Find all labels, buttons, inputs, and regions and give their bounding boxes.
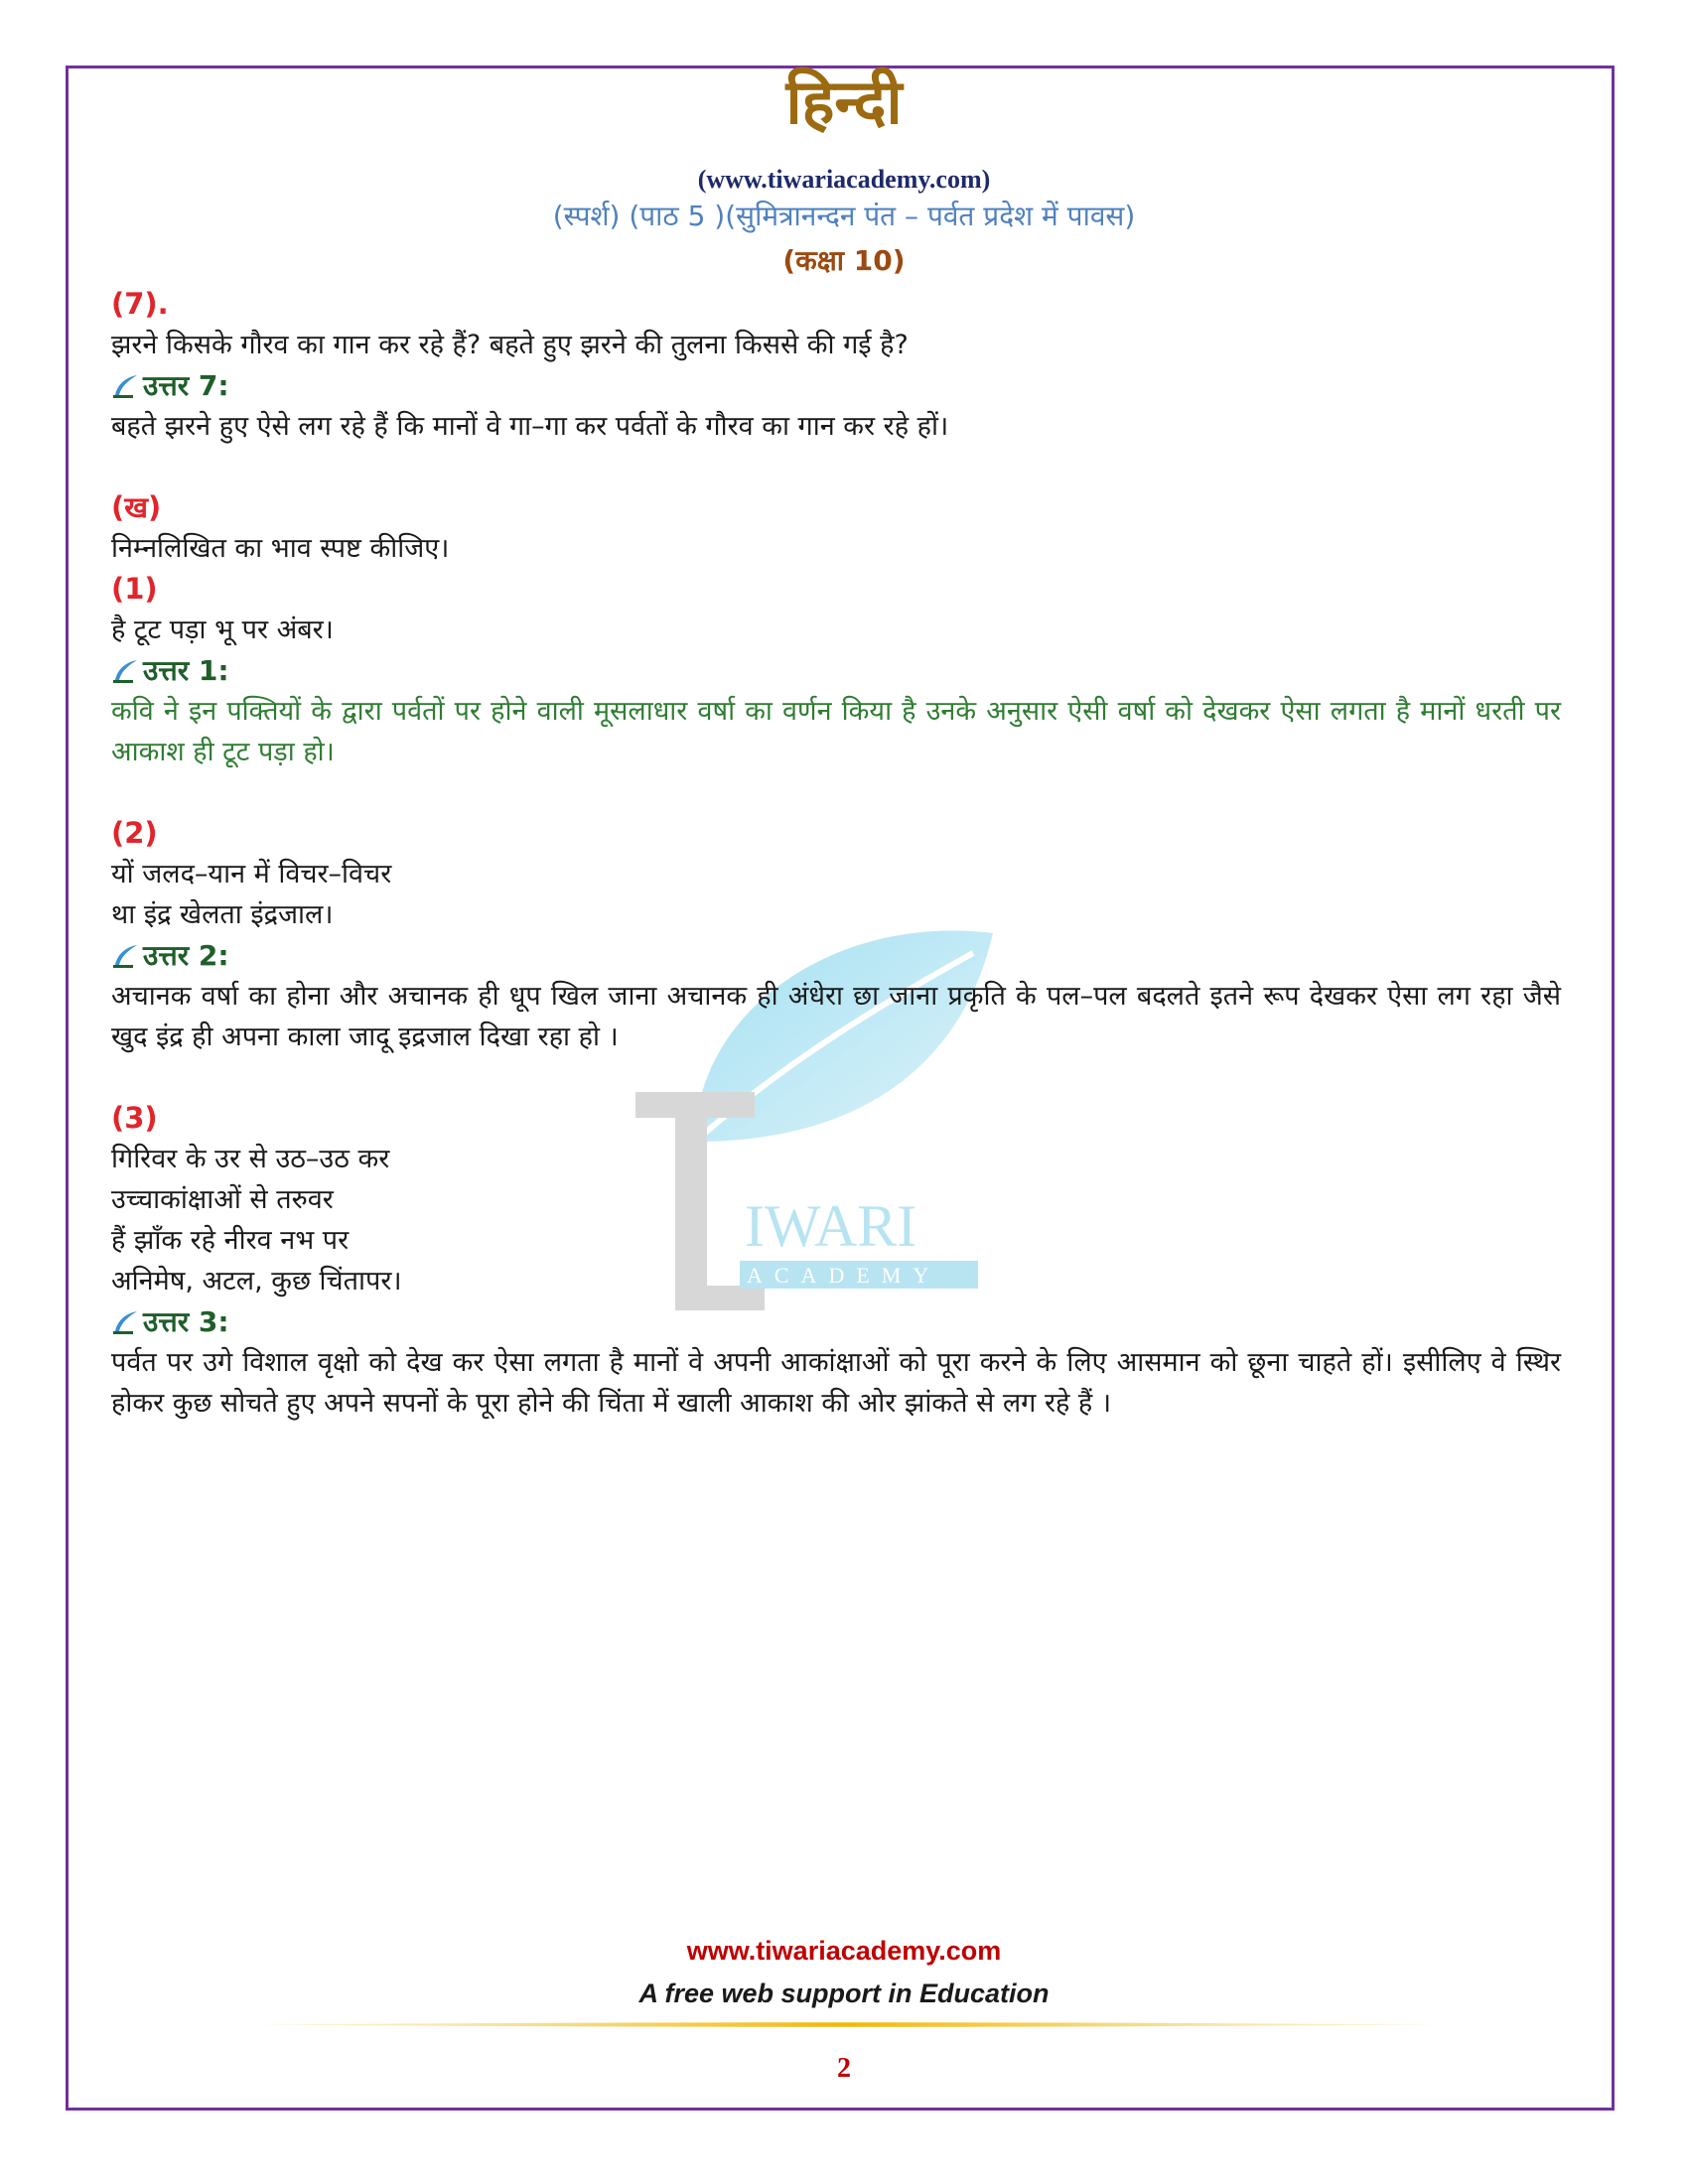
footer-divider xyxy=(248,2021,1440,2028)
q3-line-1: गिरिवर के उर से उठ–उठ कर xyxy=(111,1144,390,1174)
quill-pen-icon xyxy=(111,373,141,399)
q7-question: झरने किसके गौरव का गान कर रहे हैं? बहते हुए झरने की तुलना किससे की गई है? xyxy=(111,330,909,360)
section-kha-label: (ख) xyxy=(111,490,162,524)
footer-website-link[interactable]: www.tiwariacademy.com xyxy=(686,1936,1002,1966)
q3-answer-heading xyxy=(111,1301,1561,1342)
q7-answer-heading xyxy=(111,365,1561,406)
quill-pen-icon xyxy=(111,1309,141,1335)
main-content xyxy=(111,284,1561,1424)
q2-line-2: था इंद्र खेलता इंद्रजाल। xyxy=(111,899,334,930)
q3-line-2: उच्चाकांक्षाओं से तरुवर xyxy=(111,1184,334,1215)
q7-answer: बहते झरने हुए ऐसे लग रहे हैं कि मानों वे गा–गा कर पर्वतों के गौरव का गान कर रहे हों। xyxy=(111,411,949,442)
q3-number: (3) xyxy=(111,1101,158,1135)
q3-answer: पर्वत पर उगे विशाल वृक्षो को देख कर ऐसा लगता है मानों वे अपनी आकांक्षाओं को पूरा करने के लिए आसमान को छूना चाहते हों। इसीलिए वे स्थिर होकर कुछ सोचते हुए अपने सपनों के पूरा होने की चिंता में खाली आकाश की ओर झांकते से लग रहे हैं । xyxy=(111,1347,1561,1419)
watermark-brand: IWARI xyxy=(745,1193,917,1259)
quill-pen-icon xyxy=(111,658,141,684)
q7-answer-label: उत्तर 7: xyxy=(143,369,229,402)
q2-line-1: यों जलद–यान में विचर–विचर xyxy=(111,859,392,889)
q3-line-3: हैं झाँक रहे नीरव नभ पर xyxy=(111,1225,350,1256)
watermark-sub: ACADEMY xyxy=(747,1263,941,1288)
q1-number: (1) xyxy=(111,572,158,606)
q1-answer-label: उत्तर 1: xyxy=(143,654,229,687)
quill-pen-icon xyxy=(111,943,141,969)
q2-number: (2) xyxy=(111,816,158,850)
q7-number: (7). xyxy=(111,287,169,321)
q1-answer-heading xyxy=(111,650,1561,691)
section-kha-instruction: निम्नलिखित का भाव स्पष्ट कीजिए। xyxy=(111,533,450,564)
q1-line: है टूट पड़ा भू पर अंबर। xyxy=(111,614,334,645)
q2-answer-label: उत्तर 2: xyxy=(143,939,229,972)
q2-answer: अचानक वर्षा का होना और अचानक ही धूप खिल जाना अचानक ही अंधेरा छा जाना प्रकृति के पल–पल बदलते इतने रूप देखकर ऐसा लग रहा जैसे खुद इंद्र ही अपना काला जादू इद्रजाल दिखा रहा हो । xyxy=(111,981,1561,1052)
footer-tagline: A free web support in Education xyxy=(638,1979,1050,2008)
q3-answer-label: उत्तर 3: xyxy=(143,1305,229,1338)
page-number: 2 xyxy=(837,2053,851,2084)
grade-label: (कक्षा 10) xyxy=(782,244,906,277)
q2-answer-heading xyxy=(111,935,1561,976)
page-title: हिन्दी xyxy=(785,66,903,138)
header-website[interactable]: (www.tiwariacademy.com) xyxy=(697,165,991,194)
q1-answer: कवि ने इन पक्तियों के द्वारा पर्वतों पर होने वाली मूसलाधार वर्षा का वर्णन किया है उनके अनुसार ऐसी वर्षा को देखकर ऐसा लगता है मानों धरती पर आकाश ही टूट पड़ा हो। xyxy=(111,696,1561,767)
q3-line-4: अनिमेष, अटल, कुछ चिंतापर। xyxy=(111,1266,402,1297)
lesson-title: (स्पर्श) (पाठ 5 )(सुमित्रानन्दन पंत – पर्वत प्रदेश में पावस) xyxy=(552,200,1136,232)
